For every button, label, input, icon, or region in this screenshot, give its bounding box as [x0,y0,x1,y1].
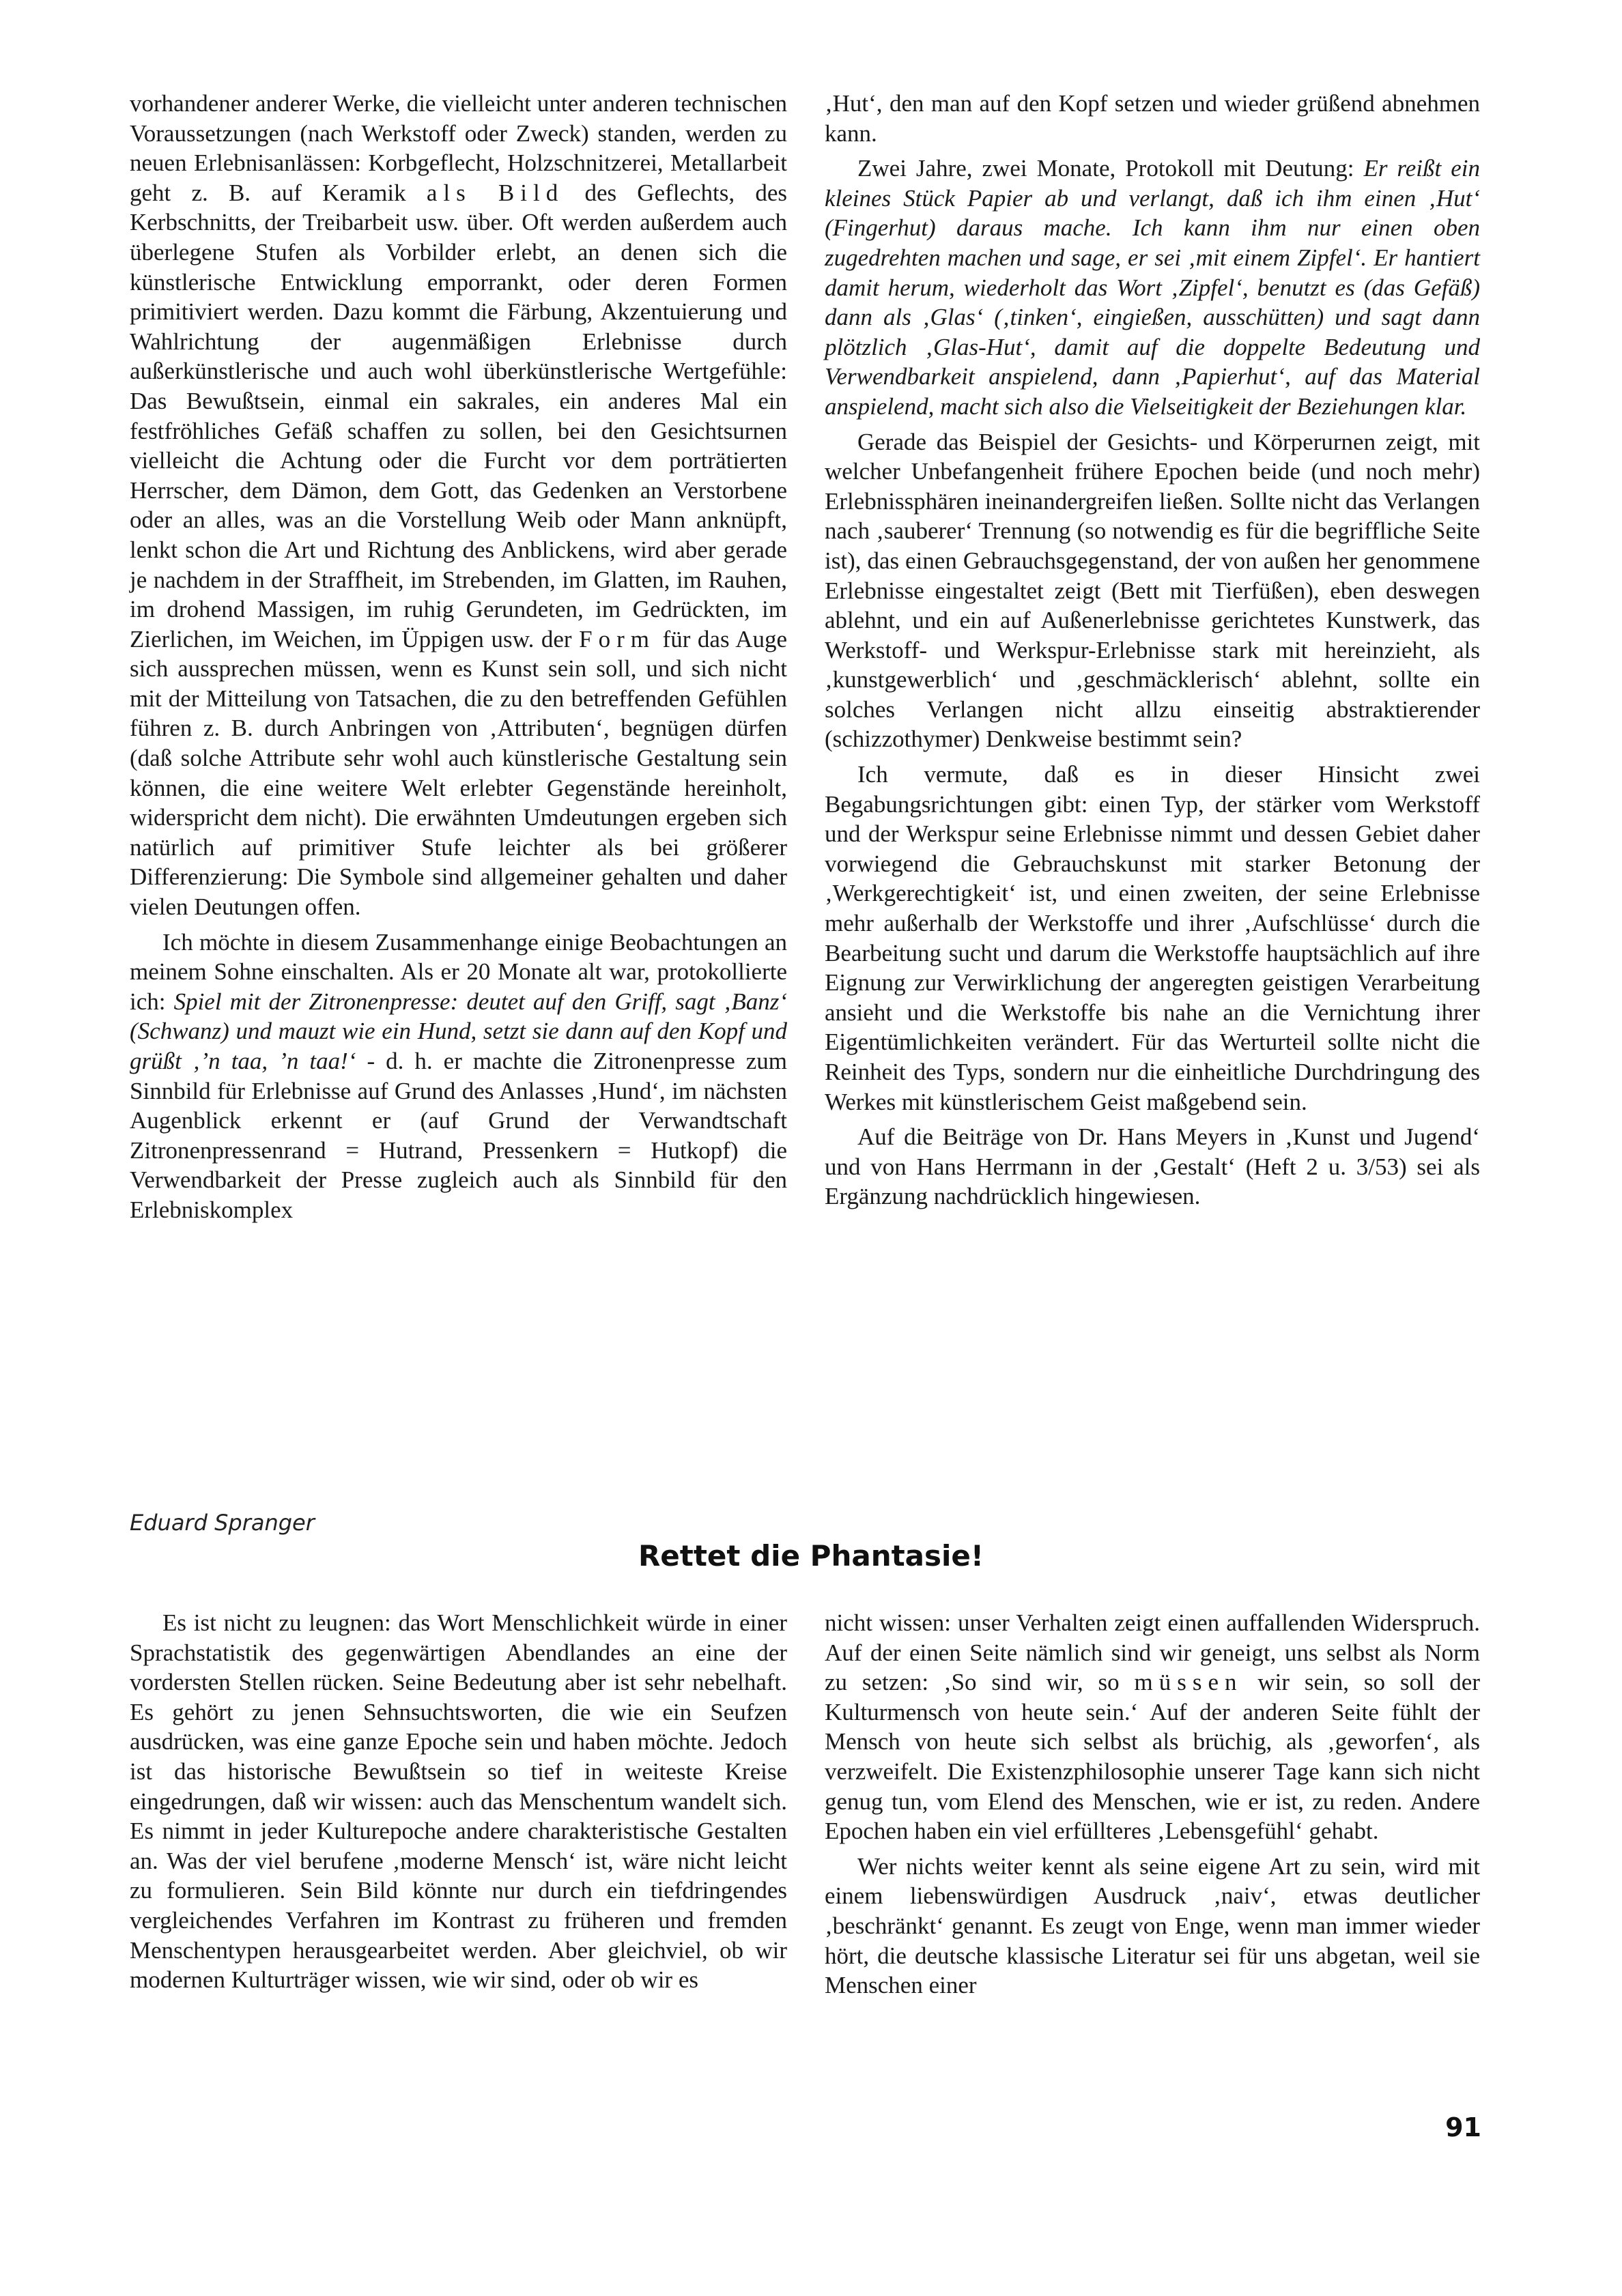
paragraph: ‚Hut‘, den man auf den Kopf setzen und wieder grüßend abnehmen kann. [825,90,1480,147]
paragraph: Wer nichts weiter kennt als seine eigene Art zu sein, wird mit einem liebenswürdigen Ausdruck ‚naiv‘, etwas deutlicher ‚beschränkt‘ genannt. Es zeugt von Enge, wenn man immer wieder hört, die deutsche klassische Literatur sei für uns abgetan, weil sie Menschen einer [825,1852,1480,1999]
paragraph: Ich möchte in diesem Zusammenhange einige Beobachtungen an meinem Sohne einschalten. Als er 20 Monate alt war, protokollierte ich: Spiel mit der Zitronenpresse: deutet auf den Griff, sagt ‚Banz‘ (Schwanz) und mauzt wie ein Hund, setzt sie dann auf den Kopf und grüßt ‚’n taa, ’n taa!‘ - d. h. er machte die Zitronenpresse zum Sinnbild für Erlebnisse auf Grund des Anlasses ‚Hund‘, im nächsten Augenblick erkennt er (auf Grund der Verwandtschaft Zitronenpressenrand = Hutrand, Pressenkern = Hutkopf) die Verwendbarkeit der Presse zugleich auch als Sinnbild für den Erlebniskomplex [130,928,788,1223]
article-title: Rettet die Phantasie! [638,1539,984,1573]
paragraph: Zwei Jahre, zwei Monate, Protokoll mit Deutung: Er reißt ein kleines Stück Papier ab und verlangt, daß ich ihm einen ‚Hut‘ (Fingerhut) daraus mache. Ich kann ihm nur einen oben zugedrehten machen und sage, er sei ‚mit einem Zipfel‘. Er hantiert damit herum, wiederholt das Wort ‚Zipfel‘, benutzt es (das Gefäß) dann als ‚Glas‘ (‚tinken‘, eingießen, ausschütten) und sagt dann plötzlich ‚Glas-Hut‘, damit auf die doppelte Bedeutung und Verwendbarkeit anspielend, dann ‚Papierhut‘, auf das Material anspielend, macht sich also die Vielseitigkeit der Beziehungen klar. [825,155,1480,420]
paragraph: Auf die Beiträge von Dr. Hans Meyers in ‚Kunst und Jugend‘ und von Hans Herrmann in der ‚Gestalt‘ (Heft 2 u. 3/53) sei als Ergänzung nachdrücklich hingewiesen. [825,1123,1480,1210]
paragraph: vorhandener anderer Werke, die vielleicht unter anderen technischen Voraussetzungen (nach Werkstoff oder Zweck) standen, werden zu neuen Erlebnisanlässen: Korbgeflecht, Holzschnitzerei, Metallarbeit geht z. B. auf Keramik als Bild des Geflechts, des Kerbschnitts, der Treibarbeit usw. über. Oft werden außerdem auch überlegene Stufen als Vorbilder erlebt, an denen sich die künstlerische Entwicklung emporrankt, oder deren Formen primitiviert werden. Dazu kommt die Färbung, Akzentuierung und Wahlrichtung der augenmäßigen Erlebnisse durch außerkünstlerische und auch wohl überkünstlerische Wertgefühle: Das Bewußtsein, einmal ein sakrales, ein anderes Mal ein festfröhliches Gefäß schaffen zu sollen, bei den Gesichtsurnen vielleicht die Achtung oder die Furcht vor dem porträtierten Herrscher, dem Dämon, dem Gott, das Gedenken an Verstorbene oder an alles, was an die Vorstellung Weib oder Mann anknüpft, lenkt schon die Art und Richtung des Anblickens, wird aber gerade je nachdem in der Straffheit, im Strebenden, im Glatten, im Rauhen, im drohend Massigen, im ruhig Gerundeten, im Gedrückten, im Zierlichen, im Weichen, im Üppigen usw. der Form für das Auge sich aussprechen müssen, wenn es Kunst sein soll, und sich nicht mit der Mitteilung von Tatsachen, die zu den betreffenden Gefühlen führen z. B. durch Anbringen von ‚Attributen‘, begnügen dürfen (daß solche Attribute sehr wohl auch künstlerische Gestaltung sein können, die eine weitere Welt erlebter Gegenstände hereinholt, widerspricht dem nicht). Die erwähnten Umdeutungen ergeben sich natürlich auf primitiver Stufe leichter als bei größerer Differenzierung: Die Symbole sind allgemeiner gehalten und daher vielen Deutungen offen. [130,90,788,921]
article-column-left [130,1608,787,1995]
article-author: Eduard Spranger [130,1510,315,1536]
article-column-right [825,1608,1480,2000]
italic-protocol: Spiel mit der Zitronenpresse: deutet auf den Griff, sagt ‚Banz‘ (Schwanz) und mauzt wie ein Hund, setzt sie dann auf den Kopf und grüßt ‚’n taa, ’n taa!‘ [130,988,788,1074]
spaced-emphasis: Form [579,625,655,652]
paragraph: Gerade das Beispiel der Gesichts- und Körperurnen zeigt, mit welcher Unbefangenheit frühere Epochen beide (und noch mehr) Erlebnissphären ineinandergreifen ließen. Sollte nicht das Verlangen nach ‚sauberer‘ Trennung (so notwendig es für die begriffliche Seite ist), das einen Gebrauchsgegenstand, der von außen her genommene Erlebnisse eingestaltet zeigt (Bett mit Tierfüßen), eben deswegen ablehnt, und ein auf Außenerlebnisse gerichtetes Kunstwerk, das Werkstoff- und Werkspur-Erlebnisse stark mit hereinzieht, als ‚kunstgewerblich‘ und ‚geschmäcklerisch‘ ablehnt, sollte ein solches Verlangen nicht allzu einseitig abstraktierender (schizzothymer) Denkweise bestimmt sein? [825,428,1480,753]
spaced-emphasis: müssen [1134,1669,1243,1696]
top-column-right [825,89,1480,1211]
paragraph: Ich vermute, daß es in dieser Hinsicht zwei Begabungsrichtungen gibt: einen Typ, der stärker vom Werkstoff und der Werkspur seine Erlebnisse nimmt und dessen Gebiet daher vorwiegend die Gebrauchskunst mit starker Betonung der ‚Werkgerechtigkeit‘ ist, und einen zweiten, der seine Erlebnisse mehr außerhalb der Werkstoffe und ihrer ‚Aufschlüsse‘ durch die Bearbeitung sucht und darum die Werkstoffe hauptsächlich auf ihre Eignung zur Verwirklichung der angeregten geistigen Verarbeitung ansieht und die Werkstoffe bis nahe an die Vernichtung ihrer Eigentümlichkeiten verändert. Für das Werturteil sollte nicht die Reinheit des Typs, sondern nur die einheitliche Durchdringung des Werkes mit künstlerischem Geist maßgebend sein. [825,761,1480,1115]
paragraph: Es ist nicht zu leugnen: das Wort Menschlichkeit würde in einer Sprachstatistik des gegenwärtigen Abendlandes an eine der vordersten Stellen rücken. Seine Bedeutung aber ist sehr nebelhaft. Es gehört zu jenen Sehnsuchtsworten, die wie ein Seufzen ausdrücken, was eine ganze Epoche sein und haben möchte. Jedoch ist das historische Bewußtsein so tief in weiteste Kreise eingedrungen, daß wir wissen: auch das Menschentum wandelt sich. Es nimmt in jeder Kulturepoche andere charakteristische Gestalten an. Was der viel berufene ‚moderne Mensch‘ ist, wäre nicht leicht zu formulieren. Sein Bild könnte nur durch ein tiefdringendes vergleichendes Verfahren im Kontrast zu früheren und fremden Menschentypen herausgearbeitet werden. Aber gleichviel, ob wir modernen Kulturträger wissen, wie wir sind, oder ob wir es [130,1609,787,1994]
top-column-left [130,89,787,1225]
page-number: 91 [1445,2112,1481,2142]
italic-protocol: Er reißt ein kleines Stück Papier ab und verlangt, daß ich ihm einen ‚Hut‘ (Fingerhut) daraus mache. Ich kann ihm nur einen oben zugedrehten machen und sage, er sei ‚mit einem Zipfel‘. Er hantiert damit herum, wiederholt das Wort ‚Zipfel‘, benutzt es (das Gefäß) dann als ‚Glas‘ (‚tinken‘, eingießen, ausschütten) und sagt dann plötzlich ‚Glas-Hut‘, damit auf die doppelte Bedeutung und Verwendbarkeit anspielend, dann ‚Papierhut‘, auf das Material anspielend, macht sich also die Vielseitigkeit der Beziehungen klar. [825,155,1480,420]
spaced-emphasis: als Bild [426,179,565,206]
paragraph: nicht wissen: unser Verhalten zeigt einen auffallenden Widerspruch. Auf der einen Seite nämlich sind wir geneigt, uns selbst als Norm zu setzen: ‚So sind wir, so müssen wir sein, so soll der Kulturmensch von heute sein.‘ Auf der anderen Seite fühlt der Mensch von heute sich selbst als brüchig, als ‚geworfen‘, als verzweifelt. Die Existenzphilosophie unserer Tage kann sich nicht genug tun, vom Elend des Menschen, wie er ist, zu reden. Andere Epochen haben ein viel erfüllteres ‚Lebensgefühl‘ gehabt. [825,1609,1480,1845]
